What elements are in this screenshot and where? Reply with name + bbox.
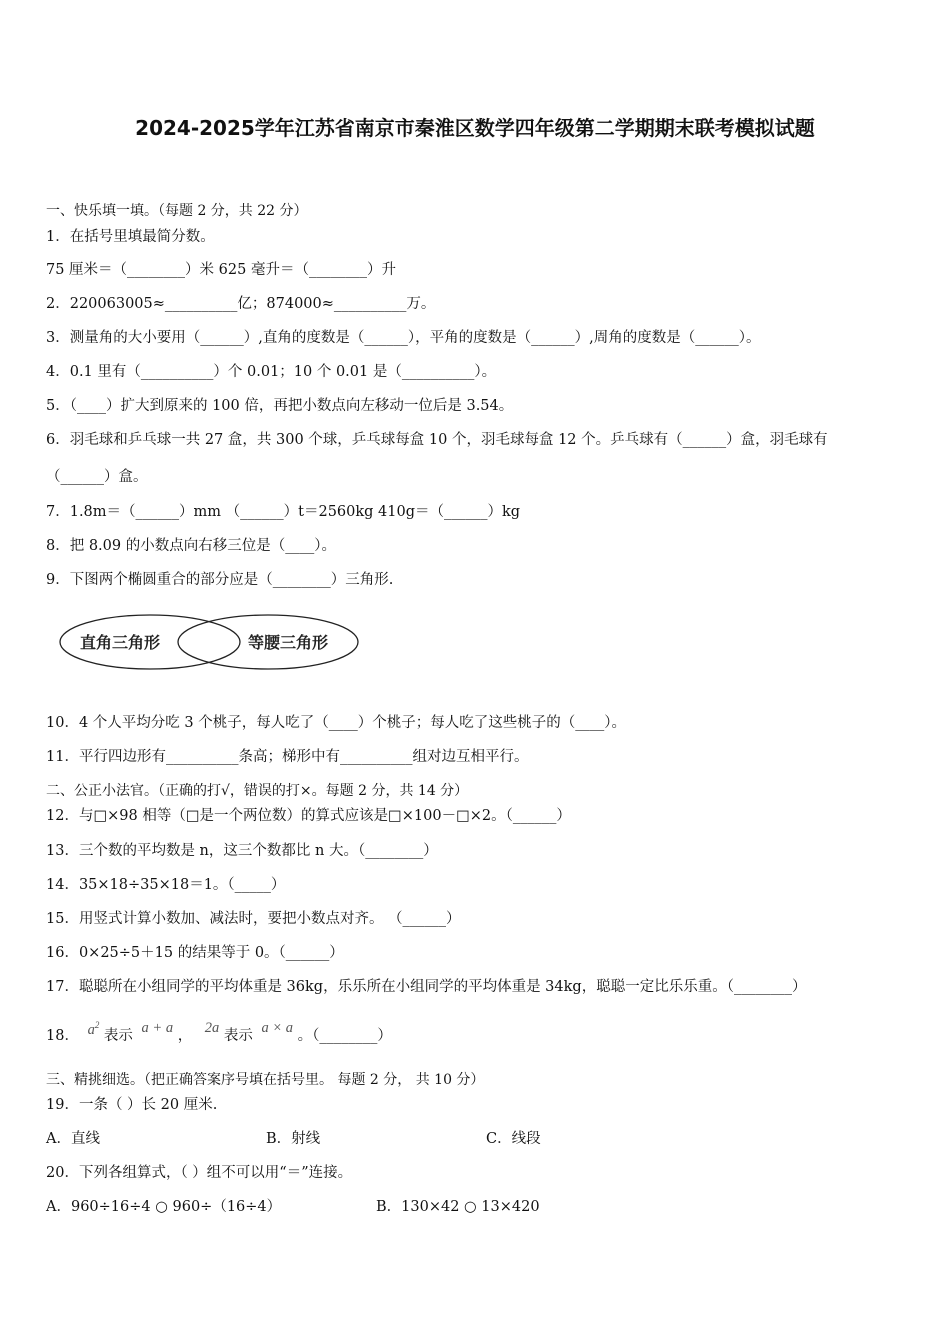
venn-right-label: 等腰三角形: [248, 633, 329, 652]
question-19: 19．一条（ ）长 20 厘米.: [46, 1097, 218, 1113]
question-13: 13．三个数的平均数是 n，这三个数都比 n 大。（________）: [46, 843, 438, 859]
question-15: 15．用竖式计算小数加、减法时，要把小数点对齐。 （______）: [46, 911, 461, 927]
q18-end: 。（________）: [297, 1027, 392, 1044]
q19-option-c: C．线段: [486, 1131, 541, 1147]
question-8: 8．把 8.09 的小数点向右移三位是（____）。: [46, 538, 336, 554]
question-18: [46, 1016, 392, 1051]
question-11: 11．平行四边形有__________条高；梯形中有__________组对边互相平行。: [46, 749, 529, 765]
question-1-items: 75 厘米＝（________）米 625 毫升＝（________）升: [46, 262, 396, 278]
q18-a-squared: $a^2$: [87, 1020, 100, 1038]
question-1: 1．在括号里填最简分数。: [46, 229, 215, 245]
question-9: 9．下图两个椭圆重合的部分应是（________）三角形.: [46, 572, 394, 588]
question-6: 6．羽毛球和乒乓球一共 27 盒，共 300 个球，乒乓球每盒 10 个，羽毛球每盒 12 个。乒乓球有（______）盒，羽毛球有: [46, 432, 828, 448]
q19-option-b: B．射线: [266, 1131, 321, 1147]
question-3: 3．测量角的大小要用（______）,直角的度数是（______），平角的度数是（______）,周角的度数是（______）。: [46, 330, 761, 346]
question-14: 14．35×18÷35×18＝1。（_____）: [46, 877, 286, 893]
section-3-heading: 三、精挑细选。（把正确答案序号填在括号里。 每题 2 分， 共 10 分）: [46, 1072, 485, 1088]
q18-word-1: 表示: [103, 1027, 133, 1044]
venn-ellipses-figure: [58, 612, 363, 674]
question-2: 2．220063005≈__________亿；874000≈__________万。: [46, 296, 436, 312]
q18-expr-a-times-a: a × a: [261, 1019, 294, 1036]
q18-expr-a-plus-a: a + a: [141, 1019, 174, 1036]
venn-left-label: 直角三角形: [80, 633, 161, 652]
question-5: 5．（____）扩大到原来的 100 倍，再把小数点向左移动一位后是 3.54。: [46, 398, 514, 414]
question-16: 16．0×25÷5＋15 的结果等于 0。（______）: [46, 945, 344, 961]
question-20: 20．下列各组算式，（ ）组不可以用“＝”连接。: [46, 1165, 353, 1181]
question-4: 4．0.1 里有（__________）个 0.01；10 个 0.01 是（__________）。: [46, 364, 497, 380]
q18-number: 18．: [46, 1027, 79, 1044]
q18-expr-2a: 2a: [204, 1019, 220, 1036]
q20-option-a: A．960÷16÷4 ○ 960÷（16÷4）: [46, 1199, 282, 1215]
page-title: 2024-2025学年江苏省南京市秦淮区数学四年级第二学期期末联考模拟试题: [135, 116, 815, 140]
q19-option-a: A．直线: [46, 1131, 100, 1147]
section-1-heading: 一、快乐填一填。（每题 2 分，共 22 分）: [46, 203, 308, 219]
question-10: 10．4 个人平均分吃 3 个桃子，每人吃了（____）个桃子；每人吃了这些桃子的（____）。: [46, 715, 626, 731]
question-7: 7．1.8m＝（______）mm （______）t＝2560kg 410g＝（______）kg: [46, 504, 521, 520]
q20-option-b: B．130×42 ○ 13×420: [376, 1199, 540, 1215]
q18-separator: ，: [177, 1027, 193, 1044]
q18-word-2: 表示: [223, 1027, 253, 1044]
question-17: 17．聪聪所在小组同学的平均体重是 36kg，乐乐所在小组同学的平均体重是 34kg，聪聪一定比乐乐重。（________）: [46, 979, 807, 995]
question-12: 12．与□×98 相等（□是一个两位数）的算式应该是□×100－□×2。（______）: [46, 808, 571, 824]
section-2-heading: 二、公正小法官。（正确的打√，错误的打×。每题 2 分，共 14 分）: [46, 783, 469, 799]
question-6-continued: （______）盒。: [46, 469, 148, 485]
